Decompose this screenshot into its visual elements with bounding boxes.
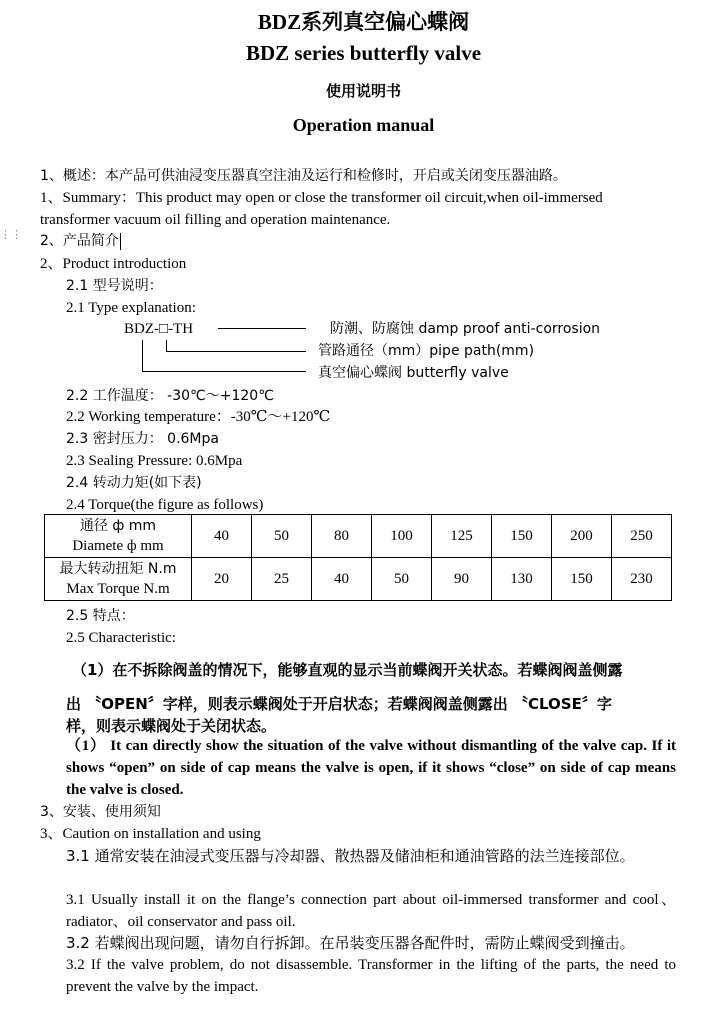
- title-en: BDZ series butterfly valve: [245, 41, 482, 65]
- table-cell: 200: [552, 515, 612, 558]
- leader-line-1: [218, 328, 306, 329]
- summary-en-line2: transformer vacuum oil filling and operation maintenance.: [40, 212, 391, 228]
- temperature-en: 2.2 Working temperature：-30℃～+120℃: [66, 409, 331, 425]
- table-cell: 40: [192, 515, 252, 558]
- section2-heading-en: 2、Product introduction: [40, 256, 187, 272]
- model-explain-3: 真空偏心蝶阀 butterfly valve: [318, 365, 509, 381]
- torque-header-zh: 最大转动扭矩 N.m: [59, 561, 177, 577]
- feature-zh-line2: 出 〝OPEN〞字样，则表示蝶阀处于开启状态；若蝶阀阀盖侧露出 〝CLOSE〞字: [66, 695, 612, 713]
- model-explain-2: 管路通径（mm）pipe path(mm): [318, 343, 535, 359]
- section2-heading-zh[interactable]: [40, 230, 121, 252]
- table-cell: 130: [492, 558, 552, 601]
- table-cell: 40: [312, 558, 372, 601]
- install-en: 3.1 Usually install it on the flange’s connection part about oil-immersed transformer and cool、radiator、oil conservator and pass oil.: [66, 892, 676, 930]
- caution-zh: 3.2 若蝶阀出现问题，请勿自行拆卸。在吊装变压器各配件时，需防止蝶阀受到撞击。: [66, 934, 635, 952]
- diameter-header-en: Diamete ф mm: [72, 538, 164, 554]
- drag-handle-icon[interactable]: ⋮⋮: [0, 229, 22, 241]
- diameter-header-cell: [45, 515, 192, 558]
- model-code: BDZ-□-TH: [124, 321, 194, 337]
- table-cell: 125: [432, 515, 492, 558]
- table-cell: 20: [192, 558, 252, 601]
- table-row: [45, 515, 672, 558]
- table-cell: 150: [552, 558, 612, 601]
- title-zh: BDZ系列真空偏心蝶阀: [257, 10, 470, 34]
- torque-table: [44, 514, 672, 601]
- table-cell: 25: [252, 558, 312, 601]
- characteristic-heading-en: 2.5 Characteristic:: [66, 630, 176, 646]
- table-cell: 50: [252, 515, 312, 558]
- feature-zh-line3: 样，则表示蝶阀处于关闭状态。: [66, 717, 277, 735]
- diameter-header-zh: 通径 ф mm: [79, 518, 157, 534]
- torque-heading-zh: 2.4 转动力矩(如下表): [66, 475, 202, 491]
- pressure-zh: 2.3 密封压力： 0.6Mpa: [66, 431, 219, 447]
- type-heading-en: 2.1 Type explanation:: [66, 300, 196, 316]
- subtitle-zh: 使用说明书: [325, 84, 401, 100]
- feature-en: （1） It can directly show the situation of the valve without dismantling of the valve cap. If it shows “open” on side of cap means the valve is open, if it shows “close” on side of cap means the valve is closed.: [66, 738, 676, 798]
- section3-heading-zh: 3、安装、使用须知: [40, 804, 161, 820]
- table-cell: 50: [372, 558, 432, 601]
- section3-heading-en: 3、Caution on installation and using: [40, 826, 261, 842]
- table-cell: 230: [612, 558, 672, 601]
- table-cell: 150: [492, 515, 552, 558]
- summary-zh: 1、概述：本产品可供油浸变压器真空注油及运行和检修时，开启或关闭变压器油路。: [40, 168, 567, 184]
- table-cell: 80: [312, 515, 372, 558]
- leader-line-3: [142, 371, 306, 372]
- table-cell: 250: [612, 515, 672, 558]
- table-cell: 90: [432, 558, 492, 601]
- install-zh: 3.1 通常安装在油浸式变压器与冷却器、散热器及储油柜和通油管路的法兰连接部位。: [66, 847, 635, 865]
- summary-en-line1: 1、Summary：This product may open or close the transformer oil circuit,when oil-immersed: [40, 190, 603, 206]
- pressure-en: 2.3 Sealing Pressure: 0.6Mpa: [66, 453, 243, 469]
- leader-line-3-vertical: [142, 340, 143, 372]
- characteristic-heading-zh: 2.5 特点：: [66, 608, 135, 624]
- caution-en: 3.2 If the valve problem, do not disassemble. Transformer in the lifting of the parts, the need to prevent the valve by the impact.: [66, 957, 676, 995]
- torque-header-en: Max Torque N.m: [66, 581, 170, 597]
- type-heading-zh: 2.1 型号说明：: [66, 278, 163, 294]
- model-explain-1: 防潮、防腐蚀 damp proof anti-corrosion: [330, 321, 601, 337]
- subtitle-en: Operation manual: [292, 115, 435, 135]
- temperature-zh: 2.2 工作温度： -30℃～+120℃: [66, 388, 274, 404]
- leader-line-2: [166, 351, 306, 352]
- section2-heading-zh-text: 2、产品简介: [40, 233, 119, 249]
- feature-zh-line1: （1）在不拆除阀盖的情况下，能够直观的显示当前蝶阀开关状态。若蝶阀阀盖侧露: [72, 661, 623, 679]
- table-row: [45, 558, 672, 601]
- text-cursor: [120, 233, 121, 250]
- table-cell: 100: [372, 515, 432, 558]
- torque-header-cell: [45, 558, 192, 601]
- torque-heading-en: 2.4 Torque(the figure as follows): [66, 497, 264, 513]
